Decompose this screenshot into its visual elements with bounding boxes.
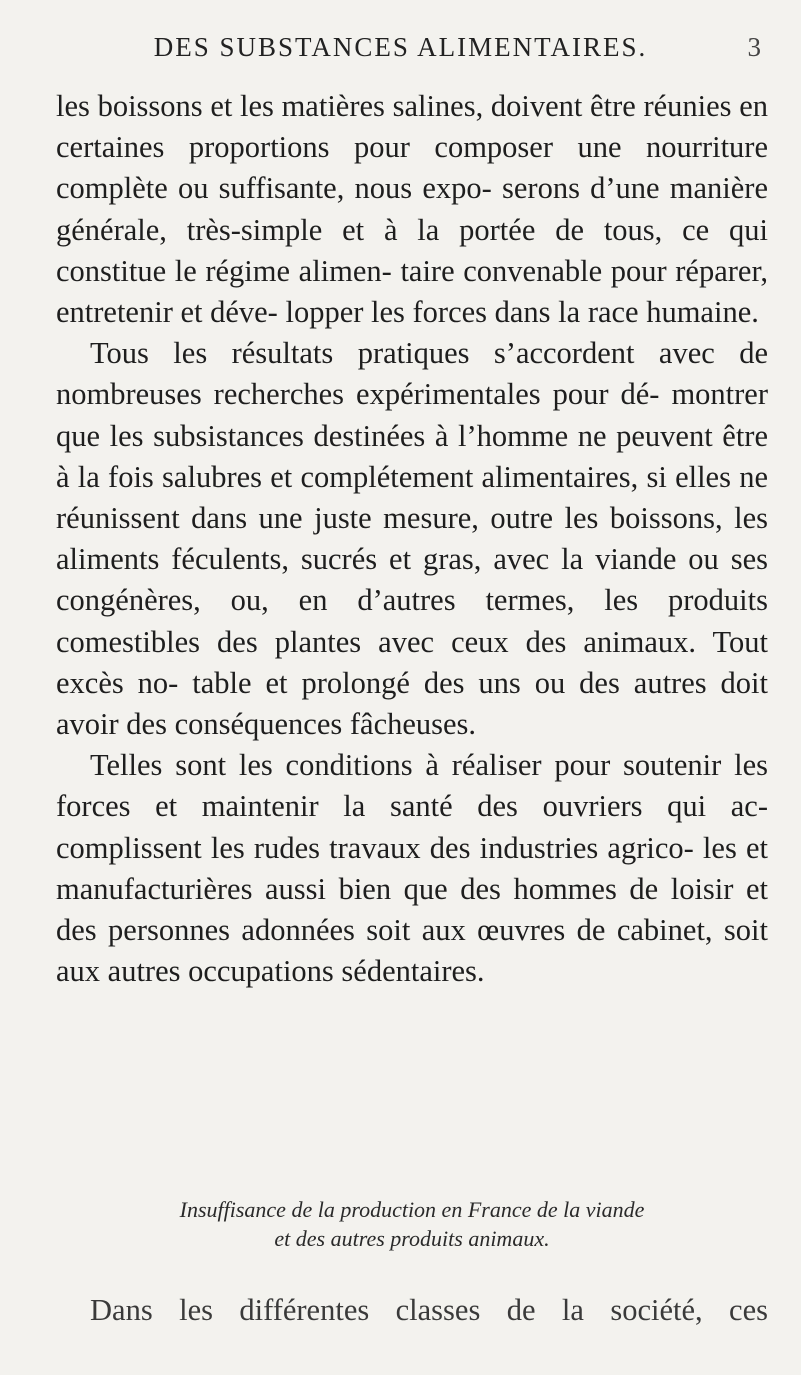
section-heading-line-1: Insuffisance de la production en France de la viande — [179, 1197, 645, 1222]
running-title: DES SUBSTANCES ALIMENTAIRES. — [153, 32, 648, 62]
paragraph-continuation: les boissons et les matières salines, doivent être réunies en certaines proportions pour composer une nourriture complète ou suffisante, nous expo- serons d’une manière générale, très-simple et à la portée de tous, ce qui constitue le régime alimen- taire convenable pour réparer, entretenir et déve- lopper les forces dans la race humaine. — [56, 89, 768, 330]
running-head — [0, 32, 801, 72]
paragraph-conditions: Telles sont les conditions à réaliser pour soutenir les forces et maintenir la santé des ouvriers qui ac- complissent les rudes travaux des industries agrico- les et manufacturières aussi bien que des hommes de loisir et des personnes adonnées soit aux œuvres de cabinet, soit aux autres occupations sédentaires. — [56, 748, 768, 989]
section-heading — [56, 1195, 768, 1253]
body-text — [56, 86, 768, 992]
page-number: 3 — [747, 32, 761, 62]
section-first-line: Dans les différentes classes de la société, ces — [90, 1293, 768, 1327]
paragraph-results: Tous les résultats pratiques s’accordent avec de nombreuses recherches expérimentales pour dé- montrer que les subsistances destinées à l’homme ne peuvent être à la fois salubres et complétement alimentaires, si elles ne réunissent dans une juste mesure, outre les boissons, les aliments féculents, sucrés et gras, avec la viande ou ses congénères, ou, en d’autres termes, les produits comestibles des plantes avec ceux des animaux. Tout excès no- table et prolongé des uns ou des autres doit avoir des conséquences fâcheuses. — [56, 336, 768, 742]
section-heading-line-2: et des autres produits animaux. — [274, 1226, 550, 1251]
